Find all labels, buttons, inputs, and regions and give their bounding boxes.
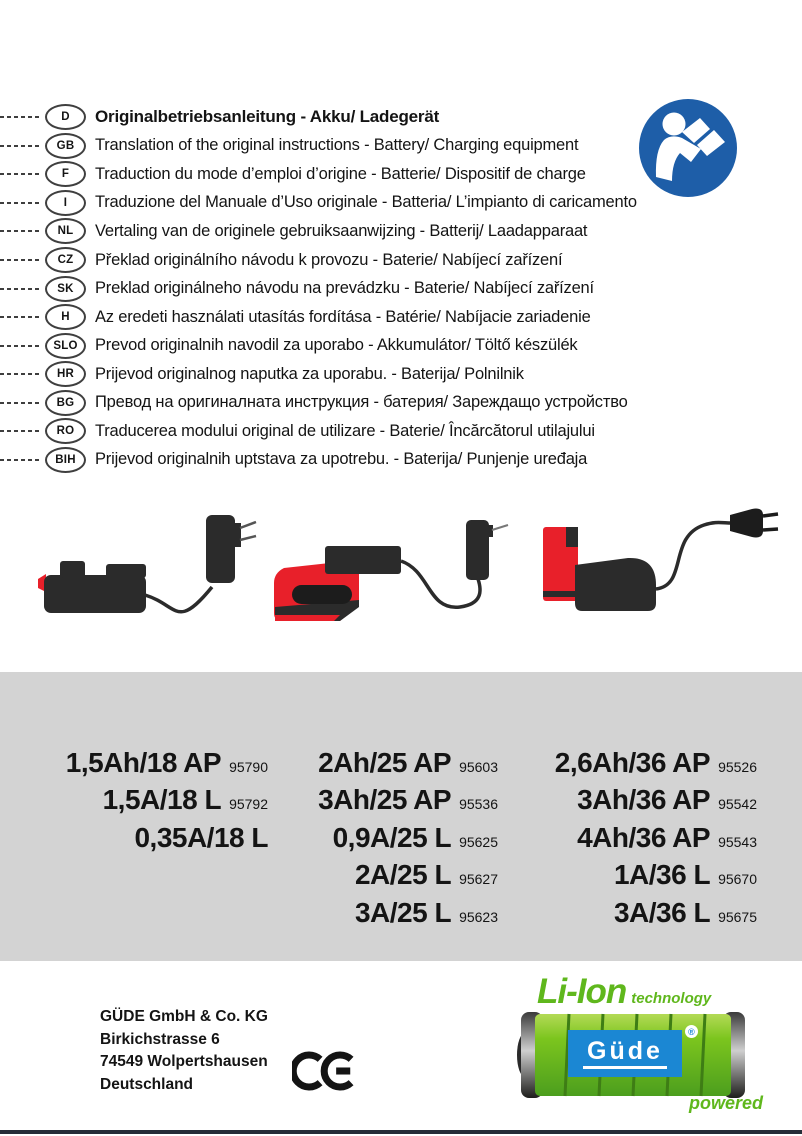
language-label: Prijevod originalnog naputka za uporabu. - Baterija/ Polnilnik (95, 364, 524, 383)
language-label: Traduzione del Manuale d’Uso originale - Batteria/ L’impianto di caricamento (95, 193, 637, 212)
language-row (0, 331, 700, 360)
product-row (318, 897, 498, 934)
address-line: 74549 Wolpertshausen (100, 1053, 268, 1071)
battery-pack-illustration (274, 520, 508, 621)
dashed-line (0, 345, 40, 347)
article-number: 95675 (718, 908, 757, 925)
dashed-line (0, 116, 40, 118)
registered-trademark-icon: ® (685, 1025, 698, 1038)
article-number: 95627 (459, 871, 498, 888)
address-line: Birkichstrasse 6 (100, 1030, 220, 1048)
language-row (0, 217, 700, 246)
language-row (0, 417, 700, 446)
product-model: 1A/36 L (613, 859, 711, 891)
language-badge: SLO (45, 333, 86, 359)
language-list (0, 103, 700, 474)
product-model: 4Ah/36 AP (577, 821, 711, 853)
language-label: Prevod originalnih navodil za uporabo - Akkumulátor/ Töltő készülék (95, 336, 578, 355)
product-row (318, 859, 498, 896)
product-row (318, 747, 498, 784)
address-line: Deutschland (100, 1075, 194, 1093)
language-label: Preklad originálneho návodu na prevádzku - Baterie/ Nabíjecí zařízení (95, 279, 594, 298)
language-badge: NL (45, 218, 86, 244)
language-label: Vertaling van de originele gebruiksaanwijzing - Batterij/ Laadapparaat (95, 221, 588, 240)
language-badge: D (45, 104, 86, 130)
li-ion-logo (515, 972, 777, 1118)
battery-charger-illustrations (30, 503, 780, 645)
product-row (66, 784, 268, 821)
product-column-36v (555, 747, 757, 934)
product-row (318, 784, 498, 821)
dashed-line (0, 459, 40, 461)
charger-cradle-illustration (38, 515, 256, 613)
dashed-line (0, 288, 40, 290)
company-address (100, 1006, 268, 1096)
language-row (0, 132, 700, 161)
address-line: GÜDE GmbH & Co. KG (100, 1008, 268, 1025)
language-badge: H (45, 304, 86, 330)
article-number: 95792 (229, 796, 268, 813)
battery-with-plug-illustration (543, 509, 778, 611)
product-model: 1,5Ah/18 AP (65, 747, 222, 778)
article-number: 95670 (718, 871, 757, 888)
bottom-rule (0, 1130, 802, 1134)
article-number: 95526 (718, 759, 757, 775)
language-row (0, 446, 700, 475)
dashed-line (0, 259, 40, 261)
article-number: 95625 (459, 833, 498, 850)
language-badge: RO (45, 418, 86, 444)
product-column-25v (318, 747, 498, 934)
article-number: 95603 (459, 759, 498, 775)
li-ion-title (537, 972, 711, 1012)
dashed-line (0, 430, 40, 432)
language-label: Translation of the original instructions - Battery/ Charging equipment (95, 136, 579, 155)
product-model: 0,9A/25 L (332, 821, 452, 853)
product-model: 3Ah/25 AP (318, 784, 452, 816)
dashed-line (0, 145, 40, 147)
language-badge: CZ (45, 247, 86, 273)
dashed-line (0, 202, 40, 204)
product-model: 0,35A/18 L (134, 821, 268, 853)
language-row (0, 388, 700, 417)
language-row (0, 303, 700, 332)
language-label: Traduction du mode d’emploi d’origine - Batterie/ Dispositif de charge (95, 164, 586, 183)
language-badge: HR (45, 361, 86, 387)
article-number: 95543 (718, 833, 757, 850)
dashed-line (0, 402, 40, 404)
article-number: 95536 (459, 796, 498, 813)
language-label: Превод на оригиналната инструкция - батерия/ Зареждащо устройство (95, 393, 628, 412)
language-badge: BG (45, 390, 86, 416)
dashed-line (0, 230, 40, 232)
product-row (555, 784, 757, 821)
product-model: 2A/25 L (354, 859, 452, 891)
language-row (0, 274, 700, 303)
dashed-line (0, 173, 40, 175)
product-model: 3Ah/36 AP (577, 784, 711, 816)
product-model: 3A/25 L (354, 896, 452, 928)
product-model: 2Ah/25 AP (318, 747, 452, 778)
language-row (0, 103, 700, 132)
article-number: 95623 (459, 908, 498, 925)
product-row (66, 747, 268, 784)
ce-mark-icon (292, 1050, 354, 1092)
product-row (318, 822, 498, 859)
product-row (555, 859, 757, 896)
language-label: Prijevod originalnih uptstava za upotrebu. - Baterija/ Punjenje uređaja (95, 450, 588, 469)
article-number: 95542 (718, 796, 757, 813)
language-label: Překlad originálního návodu k provozu - Baterie/ Nabíjecí zařízení (95, 250, 563, 269)
language-row (0, 246, 700, 275)
product-column-18v (66, 747, 268, 859)
language-row (0, 189, 700, 218)
article-number: 95790 (229, 759, 268, 775)
product-row (66, 822, 268, 859)
language-badge: GB (45, 133, 86, 159)
li-ion-wordmark: Li-Ion (537, 972, 627, 1011)
language-label: Az eredeti használati utasítás fordítása - Batérie/ Nabíjacie zariadenie (95, 307, 591, 326)
gude-logo (568, 1030, 682, 1077)
language-badge: BIH (45, 447, 86, 473)
product-row (555, 747, 757, 784)
language-badge: F (45, 161, 86, 187)
dashed-line (0, 373, 40, 375)
dashed-line (0, 316, 40, 318)
product-model: 1,5A/18 L (102, 784, 222, 816)
language-row (0, 160, 700, 189)
language-badge: SK (45, 276, 86, 302)
language-badge: I (45, 190, 86, 216)
product-model: 2,6Ah/36 AP (554, 747, 711, 778)
technology-label: technology (631, 990, 712, 1007)
product-model: 3A/36 L (613, 896, 711, 928)
language-label: Traducerea modului original de utilizare - Baterie/ Încărcătorul utilajului (95, 421, 595, 440)
language-row (0, 360, 700, 389)
product-row (555, 897, 757, 934)
product-row (555, 822, 757, 859)
powered-label: powered (688, 1093, 763, 1113)
read-manual-icon (638, 98, 738, 198)
gude-wordmark: Güde (583, 1039, 667, 1069)
language-label: Originalbetriebsanleitung - Akku/ Ladegerät (95, 107, 440, 127)
